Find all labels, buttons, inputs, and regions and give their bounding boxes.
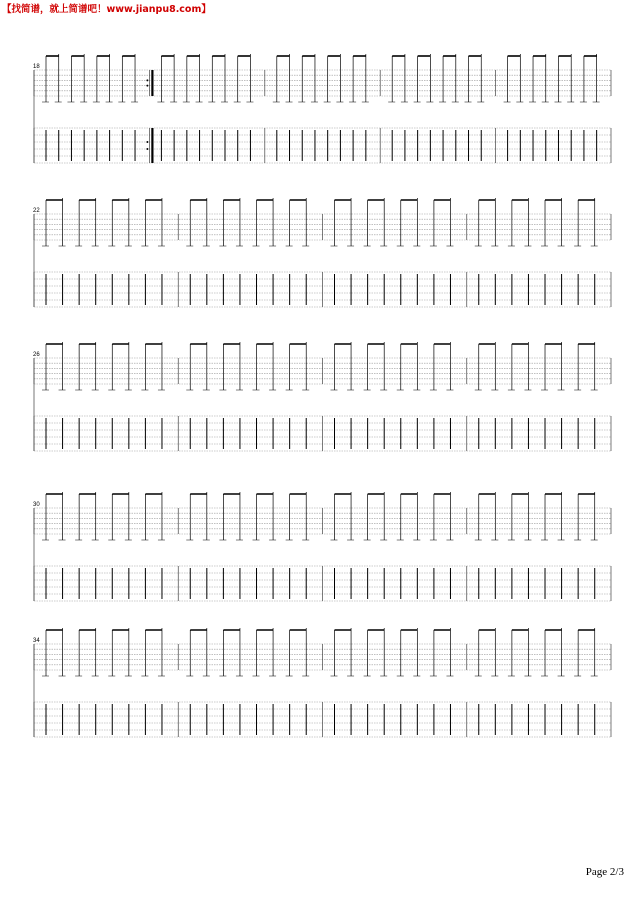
measure-number: 30 [33,502,40,508]
repeat-dot [146,141,148,143]
site-banner: 【找简谱，就上简谱吧！www.jianpu8.com】 [2,4,211,15]
measure-number: 26 [33,352,40,358]
page-number: Page 2/3 [585,866,624,878]
repeat-dot [146,79,148,81]
repeat-dot [146,85,148,87]
measure-number: 22 [33,208,40,214]
measure-number: 18 [33,64,40,70]
measure-number: 34 [33,638,40,644]
repeat-dot [146,148,148,150]
